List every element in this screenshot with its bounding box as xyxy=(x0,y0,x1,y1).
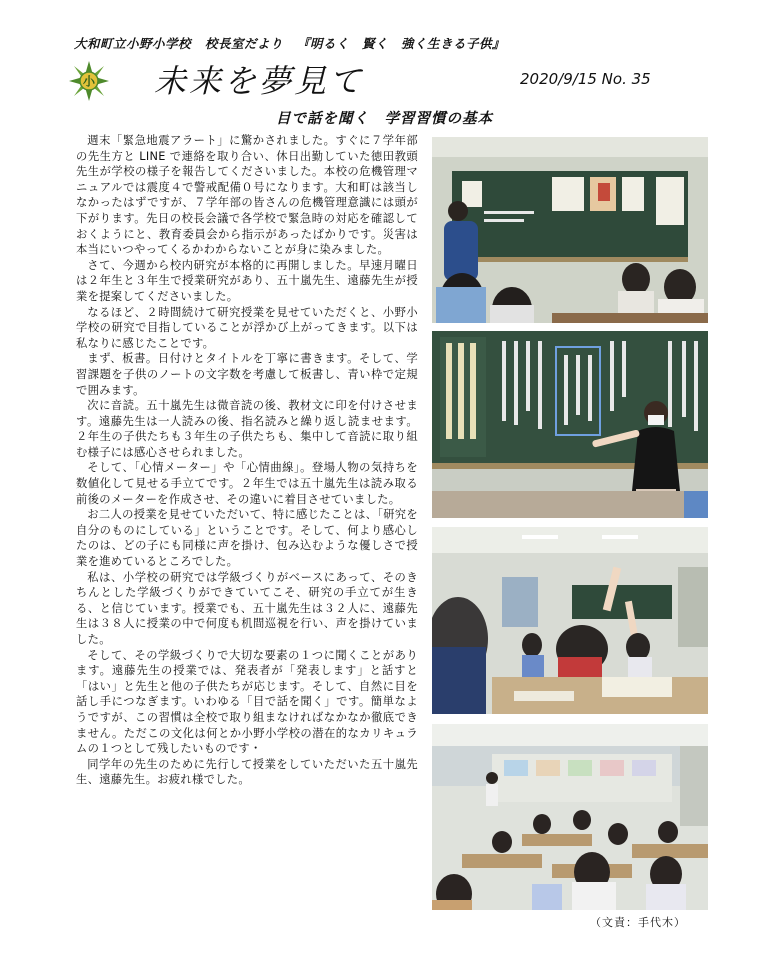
classroom-photo-4 xyxy=(432,724,708,910)
article-credit: （文責：手代木） xyxy=(590,916,686,929)
paragraph: 次に音読。五十嵐先生は微音読の後、教材文に印を付けさせます。遠藤先生は一人読みの後、指名読みと繰り返し読ませます。２年生の子供たちも３年生の子供たちも、集中して音読に取り組む様子には感心させられました。 xyxy=(76,399,418,459)
school-header-line xyxy=(74,34,505,52)
school-emblem-icon xyxy=(68,60,110,102)
newsletter-title: 未来を夢見て xyxy=(154,62,365,100)
paragraph: お二人の授業を見せていただいて、特に感じたことは、「研究を自分のものにしている」ということです。そして、何より感心したのは、どの子にも同様に声を掛け、包み込むような優しさで授業を進めているところでした。 xyxy=(76,508,418,569)
classroom-photo-1 xyxy=(432,137,708,323)
paragraph: まず、板書。日付けとタイトルを丁寧に書きます。そして、学習課題を子供のノートの文字数を考慮して板書し、青い枠で定規で囲みます。 xyxy=(76,352,418,397)
paragraph: そして、「心情メーター」や「心情曲線」。登場人物の気持ちを数値化して見せる手立てです。２年生では五十嵐先生は読み取る前後のメーターを作成させ、その違いに着目させていました。 xyxy=(76,461,418,506)
emblem-char: 小 xyxy=(82,74,96,89)
school-name: 大和町立小野小学校 xyxy=(74,36,192,51)
article-body xyxy=(76,133,418,788)
paragraph: さて、今週から校内研究が本格的に再開しました。早速月曜日は２年生と３年生で授業研究があり、五十嵐先生、遠藤先生が授業を提案してくださいました。 xyxy=(76,258,418,303)
paragraph: 私は、小学校の研究では学級づくりがベースにあって、そのきちんとした学級づくりができていてこそ、研究の手立てが生きる、と信じています。授業でも、五十嵐先生は３２人に、遠藤先生は３８人に授業の中で何度も机間巡視を行い、声を掛けていました。 xyxy=(76,570,418,646)
classroom-photo-2 xyxy=(432,331,708,518)
classroom-photo-3 xyxy=(432,527,708,714)
newsletter-name: 校長室だより xyxy=(205,36,284,51)
paragraph: 週末「緊急地震アラート」に驚かされました。すぐに７学年部の先生方と LINE で連絡を取り合い、休日出勤していた徳田教頭先生が学校の様子を報告してくださいました。本校の危機管理マニュアルでは震度４で警戒配備０号になります。大和町は該当しなかったはずですが、７学年部の皆さんの危機管理意識には頭が下がります。先日の校長会議で各学校で緊急時の対応を確認しておくようにと、教育委員会から指示があったばかりです。災害は本当にいつやってくるかわからないことが身に染みました。 xyxy=(76,134,418,257)
paragraph: そして、その学級づくりで大切な要素の１つに聞くことがあります。遠藤先生の授業では、発表者が「発表します」と話すと「はい」と先生と他の子供たちが応じます。そして、自然に目を話し手につなぎます。いわゆる「目で話を聞く」です。簡単なようですが、この習慣は全校で取り組まなければなかなか徹底できません。ただこの文化は何とか小野小学校の潜在的なカリキュラムの１つとして残したいものです・ xyxy=(76,648,418,756)
issue-date-number: 2020/9/15 No. 35 xyxy=(520,70,651,88)
paragraph: 同学年の先生のために先行して授業をしていただいた五十嵐先生、遠藤先生。お疲れ様でした。 xyxy=(76,757,418,787)
school-motto: 『明るく 賢く 強く生きる子供』 xyxy=(297,36,506,51)
article-subtitle: 目で話を聞く 学習習慣の基本 xyxy=(276,111,493,127)
paragraph: なるほど、２時間続けて研究授業を見せていただくと、小野小学校の研究で目指していることが浮かび上がってきます。以下は私なりに感じたことです。 xyxy=(76,305,418,350)
